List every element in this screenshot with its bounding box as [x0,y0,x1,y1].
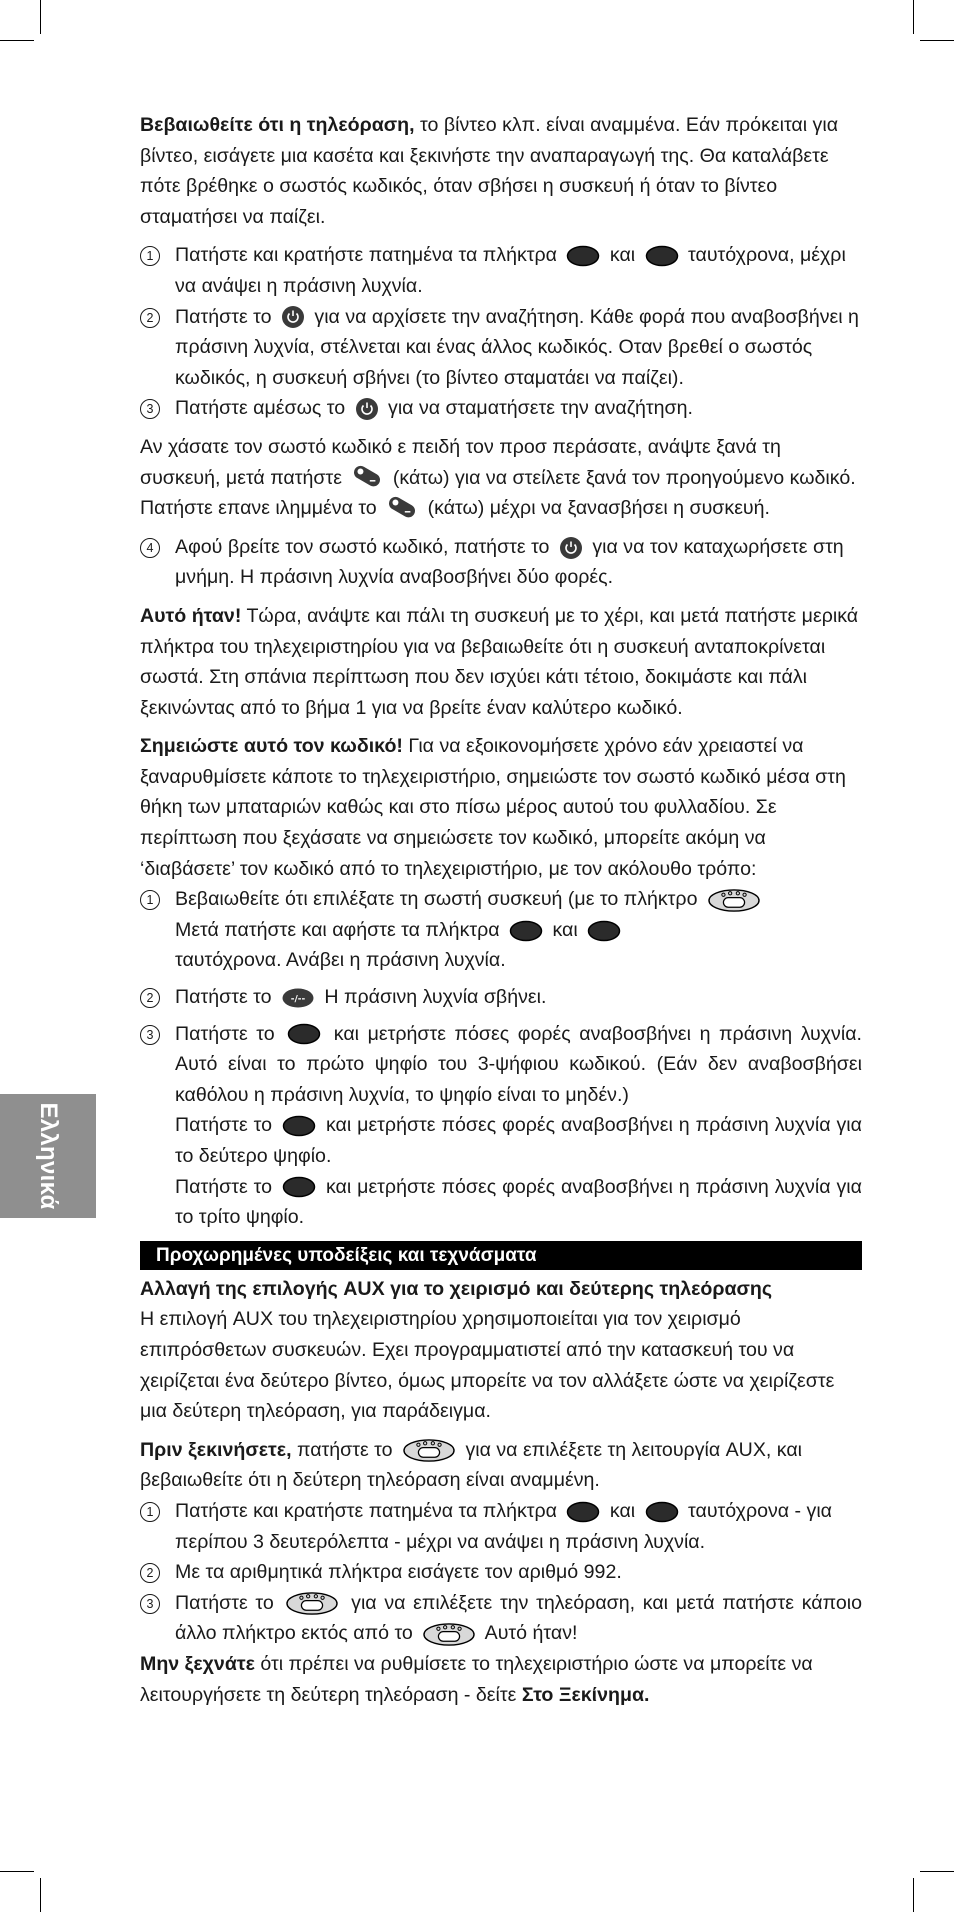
list-item: 3 Πατήστε το για να επιλέξετε την τηλεόραση, και μετά πατήστε κάποιο άλλο πλήκτρο εκτός από το Αυτό ήταν! [140,1588,862,1649]
device-select-key-icon [402,1438,456,1463]
oval-key-icon [645,1501,679,1523]
search-steps [140,240,862,424]
power-key-icon [559,536,583,560]
oval-key-icon [566,1501,600,1523]
list-item: 2 Με τα αριθμητικά πλήκτρα εισάγετε τον αριθμό 992. [140,1557,862,1588]
step-number: 2 [140,988,160,1008]
oval-key-icon [587,920,621,942]
oval-key-icon [287,1023,321,1045]
oval-key-icon [282,1176,316,1198]
list-item: 1 Βεβαιωθείτε ότι επιλέξατε τη σωστή συσκευή (με το πλήκτρο Μετά πατήστε και αφήστε τα πλήκτρα και ταυτόχρονα. Ανάβει η πράσινη λυχνία. [140,884,862,976]
crop-mark [40,1878,41,1912]
step-number: 3 [140,399,160,419]
oval-key-icon [509,920,543,942]
step-number: 2 [140,308,160,328]
reminder-paragraph: Μην ξεχνάτε ότι πρέπει να ρυθμίσετε το τηλεχειριστήριο ώστε να μπορείτε να λειτουργήσετε τη δεύτερη τηλεόραση - δείτε Στο Ξεκίνημα. [140,1652,813,1706]
list-item: 2 Πατήστε το για να αρχίσετε την αναζήτηση. Κάθε φορά που αναβοσβήνει η πράσινη λυχνία, στέλνεται και ένας άλλος κωδικός. Oταν βρεθεί ο σωστός κωδικός, η συσκευή σβήνει (το βίντεο σταματάει να παίζει). [140,302,862,394]
channel-down-key-icon [351,464,383,492]
step-number: 2 [140,1563,160,1583]
list-item: 1 Πατήστε και κρατήστε πατημένα τα πλήκτρα και ταυτόχρονα - για περίπου 3 δευτερόλεπτα - μέχρι να ανάψει η πράσινη λυχνία. [140,1496,862,1557]
read-code-steps [140,884,862,1233]
crop-mark [0,1871,34,1872]
step-number: 1 [140,890,160,910]
step-number: 4 [140,538,160,558]
oval-key-icon [282,1115,316,1137]
missed-code-paragraph: Αν χάσατε τον σωστό κωδικό ε πειδή τον προσ περάσατε, ανάψτε ξανά τη συσκευή, μετά πατήστε (κάτω) για να στείλετε ξανά τον προηγούμενο κωδικό. Πατήστε επανε ιλημμένα το (κάτω) μέχρι να ξανασβήσει η συσκευή. [140,432,862,524]
section-heading: Προχωρημένες υποδείξεις και τεχνάσματα [140,1241,862,1270]
store-step [140,532,862,593]
crop-mark [920,1871,954,1872]
page-content [140,110,862,1718]
device-select-key-icon [422,1622,476,1647]
list-item: 3 Πατήστε το και μετρήστε πόσες φορές αναβοσβήνει η πράσινη λυχνία. Αυτό είναι το πρώτο ψηφίο του 3-ψήφιου κωδικού. (Εάν δεν αναβοσβήσει καθόλου η πράσινη λυχνία, το ψηφίο είναι το μηδέν.) Πατήστε το και μετρήστε πόσες φορές αναβοσβήνει η πράσινη λυχνία για το δεύτερο ψηφίο. Πατήστε το και μετρήστε πόσες φορές αναβοσβήνει η πράσινη λυχνία για το τρίτο ψηφίο. [140,1019,862,1233]
channel-down-key-icon [386,495,418,523]
subheading: Αλλαγή της επιλογής AUX για το χειρισμό και δεύτερης τηλεόρασης [140,1277,773,1300]
note-code-paragraph: Σημειώστε αυτό τον κωδικό! Για να εξοικονομήσετε χρόνο εάν χρειαστεί να ξαναρυθμίσετε κάποτε το τηλεχειριστήριο, σημειώστε τον σωστό κωδικό μέσα στη θήκη των μπαταριών καθώς και στο πίσω μέρος αυτού του φυλλαδίου. Σε περίπτωση που ξεχάσατε να σημειώσετε τον κωδικό, μπορείτε ακόμη να ‘διαβάσετε’ τον κωδικό από το τηλεχειριστήριο, με τον ακόλουθο τρόπο: [140,735,846,880]
step-number: 3 [140,1594,160,1614]
intro-paragraph: Βεβαιωθείτε ότι η τηλεόραση, το βίντεο κλπ. είναι αναμμένα. Εάν πρόκειται για βίντεο, εισάγετε μια κασέτα και ξεκινήστε την αναπαραγωγή της. Θα καταλάβετε πότε βρέθηκε ο σωστός κωδικός, όταν σβήσει η συσκευή ή όταν το βίντεο σταματήσει να παίζει. [140,114,839,228]
step-number: 1 [140,246,160,266]
device-select-key-icon [707,888,761,913]
language-tab [0,1094,96,1218]
digit-entry-key-icon [281,987,315,1009]
step-number: 3 [140,1025,160,1045]
crop-mark [40,0,41,34]
crop-mark [0,40,34,41]
list-item: 1 Πατήστε και κρατήστε πατημένα τα πλήκτρα και ταυτόχρονα, μέχρι να ανάψει η πράσινη λυχνία. [140,240,862,301]
done-paragraph: Αυτό ήταν! Τώρα, ανάψτε και πάλι τη συσκευή με το χέρι, και μετά πατήστε μερικά πλήκτρα του τηλεχειριστηρίου για να βεβαιωθείτε ότι η συσκευή ανταποκρίνεται σωστά. Στη σπάνια περίπτωση που δεν ισχύει κάτι τέτοιο, δοκιμάστε και πάλι ξεκινώντας από το βήμα 1 για να βρείτε έναν καλύτερο κωδικό. [140,604,859,719]
power-key-icon [355,397,379,421]
oval-key-icon [566,245,600,267]
list-item: 3 Πατήστε αμέσως το για να σταματήσετε την αναζήτηση. [140,393,862,424]
language-tab-label: Ελληνικά [35,1102,62,1210]
aux-paragraph: Η επιλογή AUX του τηλεχειριστηρίου χρησιμοποιείται για τον χειρισμό επιπρόσθετων συσκευών. Εχει προγραμματιστεί από την κατασκευή του να χειρίζεται ένα δεύτερο βίντεο, όμως μπορείτε να τον αλλάξετε ώστε να χειρίζεστε μια δεύτερη τηλεόραση, για παράδειγμα. [140,1308,835,1423]
device-select-key-icon [285,1591,339,1616]
aux-steps [140,1496,862,1649]
oval-key-icon [645,245,679,267]
crop-mark [920,40,954,41]
list-item: 4 Αφού βρείτε τον σωστό κωδικό, πατήστε το για να τον καταχωρήσετε στη μνήμη. Η πράσινη λυχνία αναβοσβήνει δύο φορές. [140,532,862,593]
crop-mark [913,1878,914,1912]
crop-mark [913,0,914,34]
before-start-paragraph: Πριν ξεκινήσετε, πατήστε το για να επιλέξετε τη λειτουργία AUX, και βεβαιωθείτε ότι η δεύτερη τηλεόραση είναι αναμμένη. [140,1438,803,1492]
power-key-icon [281,305,305,329]
step-number: 1 [140,1502,160,1522]
list-item: 2 Πατήστε το Η πράσινη λυχνία σβήνει. [140,982,862,1013]
